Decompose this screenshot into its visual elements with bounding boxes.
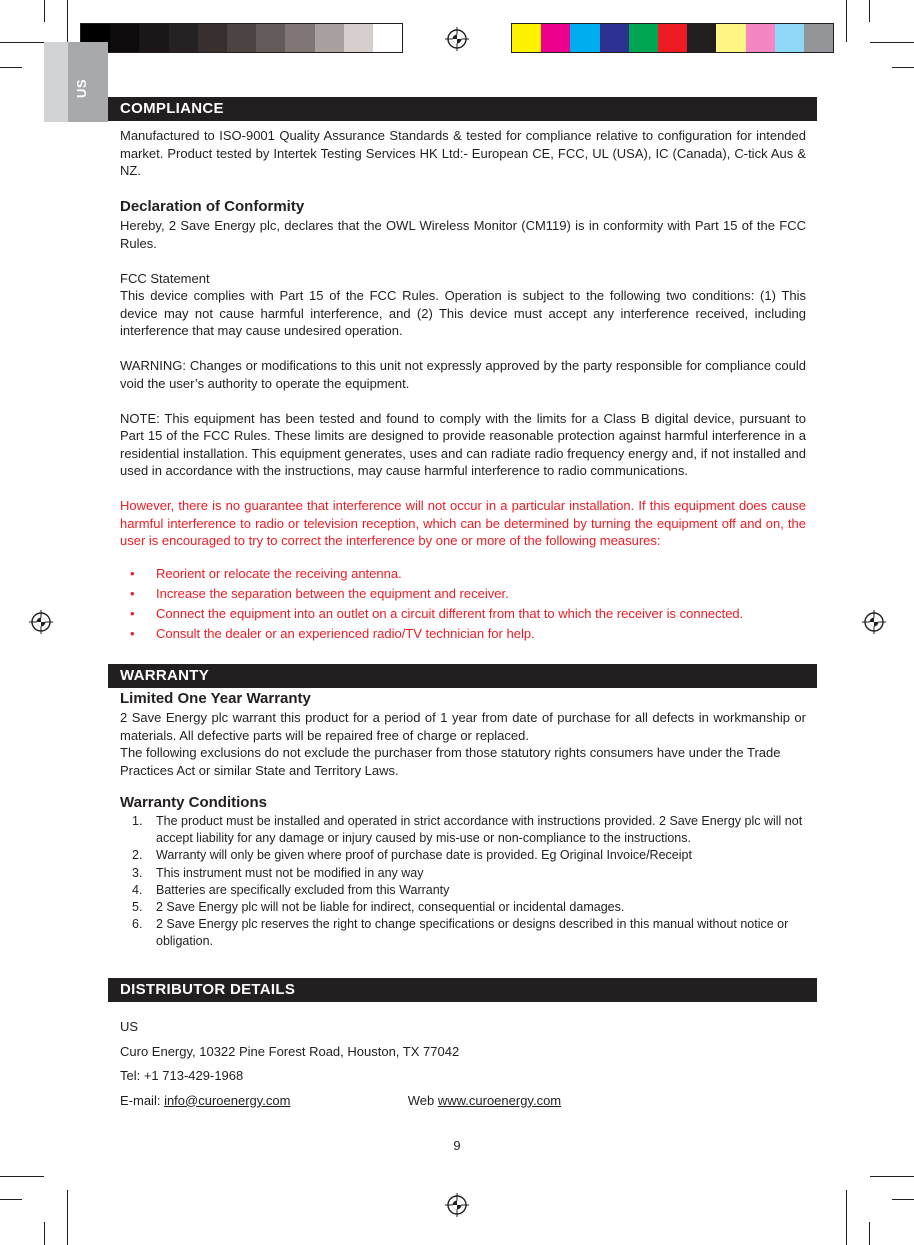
- list-item: 1. The product must be installed and operated in strict accordance with instructions provided. 2 Save Energy plc will not accept liability for any damage or injury caused by mis-use or non-compliance to the instructions.: [132, 814, 803, 846]
- color-swatch: [315, 24, 344, 52]
- email-link[interactable]: info@curoenergy.com: [164, 1092, 291, 1108]
- list-item: 4. Batteries are specifically excluded from this Warranty: [132, 882, 450, 897]
- color-swatch: [227, 24, 256, 52]
- color-swatch: [110, 24, 139, 52]
- list-item: 2. Warranty will only be given where proof of purchase date is provided. Eg Original Invoice/Receipt: [132, 848, 692, 863]
- warranty-conditions-title: Warranty Conditions: [120, 794, 267, 811]
- color-swatch: [512, 24, 541, 52]
- distributor-contact: E-mail: info@curoenergy.com Web www.curoenergy.com: [120, 1092, 562, 1108]
- list-item: • Increase the separation between the equipment and receiver.: [120, 584, 806, 604]
- color-swatch: [570, 24, 599, 52]
- fcc-statement-text: This device complies with Part 15 of the FCC Rules. Operation is subject to the following two conditions: (1) This device may not cause harmful interference, and (2) This device must accept any interference received, including interference that may cause undesired operation.: [120, 288, 806, 338]
- crop-mark: [870, 42, 914, 43]
- crop-mark: [846, 0, 847, 42]
- crop-mark: [846, 1190, 847, 1245]
- crop-mark: [892, 67, 914, 68]
- distributor-section: [120, 1015, 806, 1113]
- crop-mark: [892, 1199, 914, 1200]
- warranty-title: Limited One Year Warranty: [120, 690, 311, 707]
- distributor-tel: Tel: +1 713-429-1968: [120, 1068, 244, 1083]
- language-tab: [44, 42, 108, 122]
- list-item: 6. 2 Save Energy plc reserves the right to change specifications or designs described in this manual without notice or obligation.: [132, 917, 789, 949]
- crop-mark: [44, 0, 45, 22]
- color-swatch: [285, 24, 314, 52]
- color-swatch: [600, 24, 629, 52]
- list-item: • Consult the dealer or an experienced radio/TV technician for help.: [120, 624, 806, 644]
- crop-mark: [869, 1222, 870, 1245]
- compliance-section: [120, 127, 806, 644]
- registration-mark-icon: [862, 610, 886, 634]
- color-swatch: [804, 24, 833, 52]
- registration-mark-icon: [29, 610, 53, 634]
- color-swatch: [658, 24, 687, 52]
- distributor-header: DISTRIBUTOR DETAILS: [108, 978, 817, 1002]
- crop-mark: [0, 1176, 44, 1177]
- interference-notice: However, there is no guarantee that interference will not occur in a particular installation. If this equipment does cause harmful interference to radio or television reception, which can be determined by turning the equipment off and on, the user is encouraged to try to correct the interference by one or more of the following measures:: [120, 498, 806, 548]
- color-swatch: [716, 24, 745, 52]
- process-color-bar: [511, 23, 834, 53]
- note-text: NOTE: This equipment has been tested and found to comply with the limits for a Class B digital device, pursuant to Part 15 of the FCC Rules. These limits are designed to provide reasonable protection against harmful interference in a residential installation. This equipment generates, uses and can radiate radio frequency energy and, if not installed and used in accordance with the instructions, may cause harmful interference to radio communications.: [120, 410, 806, 478]
- warranty-header: WARRANTY: [108, 664, 817, 688]
- crop-mark: [67, 1190, 68, 1245]
- list-item: • Connect the equipment into an outlet on a circuit different from that to which the receiver is connected.: [120, 604, 806, 624]
- compliance-header: COMPLIANCE: [108, 97, 817, 121]
- color-swatch: [169, 24, 198, 52]
- website-link[interactable]: www.curoenergy.com: [437, 1092, 562, 1108]
- color-swatch: [687, 24, 716, 52]
- crop-mark: [869, 0, 870, 22]
- list-item: 5. 2 Save Energy plc will not be liable for indirect, consequential or incidental damages.: [132, 900, 625, 915]
- color-swatch: [541, 24, 570, 52]
- color-swatch: [344, 24, 373, 52]
- color-swatch: [256, 24, 285, 52]
- page-number: 9: [453, 1138, 461, 1153]
- measures-list: [120, 564, 806, 644]
- warranty-section: [120, 689, 806, 951]
- crop-mark: [870, 1176, 914, 1177]
- crop-mark: [0, 67, 22, 68]
- warranty-text: 2 Save Energy plc warrant this product for a period of 1 year from date of purchase for all defects in workmanship or materials. All defective parts will be repaired free of charge or replaced.: [120, 710, 806, 743]
- list-item: • Reorient or relocate the receiving antenna.: [120, 564, 806, 584]
- color-swatch: [139, 24, 168, 52]
- grayscale-color-bar: [80, 23, 403, 53]
- warranty-conditions-list: [120, 813, 806, 951]
- color-swatch: [746, 24, 775, 52]
- crop-mark: [0, 42, 44, 43]
- list-item: 3. This instrument must not be modified in any way: [132, 865, 424, 880]
- crop-mark: [67, 0, 68, 42]
- warranty-exclusions: The following exclusions do not exclude the purchaser from those statutory rights consumers have under the Trade Practices Act or similar State and Territory Laws.: [120, 745, 781, 778]
- distributor-address: Curo Energy, 10322 Pine Forest Road, Houston, TX 77042: [120, 1043, 460, 1059]
- declaration-text: Hereby, 2 Save Energy plc, declares that the OWL Wireless Monitor (CM119) is in conformity with Part 15 of the FCC Rules.: [120, 218, 806, 251]
- crop-mark: [44, 1222, 45, 1245]
- color-swatch: [373, 24, 402, 52]
- fcc-statement-title: FCC Statement: [120, 270, 210, 286]
- distributor-country: US: [120, 1019, 139, 1034]
- registration-mark-icon: [445, 1193, 469, 1217]
- language-tab-label: US: [74, 78, 89, 98]
- declaration-title: Declaration of Conformity: [120, 198, 305, 215]
- crop-mark: [0, 1199, 22, 1200]
- warning-text: WARNING: Changes or modifications to this unit not expressly approved by the party responsible for compliance could void the user’s authority to operate the equipment.: [120, 358, 806, 391]
- color-swatch: [629, 24, 658, 52]
- compliance-intro: Manufactured to ISO-9001 Quality Assurance Standards & tested for compliance relative to configuration for intended market. Product tested by Intertek Testing Services HK Ltd:- European CE, FCC, UL (USA), IC (Canada), C-tick Aus & NZ.: [120, 128, 806, 178]
- registration-mark-icon: [445, 27, 469, 51]
- color-swatch: [198, 24, 227, 52]
- color-swatch: [775, 24, 804, 52]
